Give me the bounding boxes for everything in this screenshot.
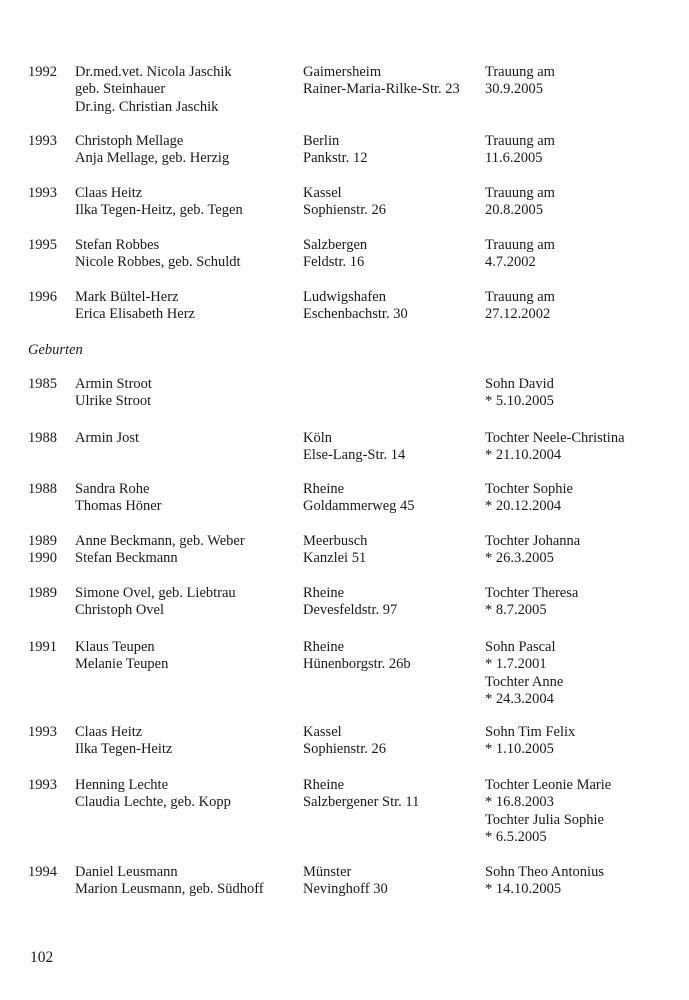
entry-note-column (485, 289, 685, 324)
entry-address: Feldstr. 16 (303, 254, 365, 271)
entry-note-column (485, 64, 685, 99)
entry-address-column (303, 533, 488, 568)
entry-name: Erica Elisabeth Herz (75, 306, 195, 323)
entry-name: Ilka Tegen-Heitz (75, 741, 173, 758)
entry-note: * 8.7.2005 (485, 602, 547, 619)
entry-address-column (303, 237, 488, 272)
entry-name-column (75, 639, 300, 674)
entry-note: 27.12.2002 (485, 306, 551, 323)
entry-name: Dr.med.vet. Nicola Jaschik (75, 64, 232, 80)
entry-note: * 14.10.2005 (485, 881, 562, 898)
entry-note: Tochter Sophie (485, 481, 573, 497)
entry-name: Thomas Höner (75, 498, 162, 515)
entry-address-column (303, 639, 488, 674)
entry-address: Sophienstr. 26 (303, 202, 386, 219)
entry-name: Melanie Teupen (75, 656, 169, 673)
entry-name: Claudia Lechte, geb. Kopp (75, 794, 231, 811)
entry-name: Armin Stroot (75, 376, 152, 392)
entry-address-column (303, 585, 488, 620)
entry-name: Claas Heitz (75, 185, 143, 201)
entry-name-column (75, 64, 300, 116)
entry-name: Ulrike Stroot (75, 393, 152, 410)
entry-year: 1988 (28, 430, 57, 446)
entry-address-column (303, 777, 488, 812)
entry-address: Köln (303, 430, 332, 446)
entry-note-column (485, 724, 685, 759)
entry-name-column (75, 864, 300, 899)
entry-address: Salzbergener Str. 11 (303, 794, 420, 811)
entry-address: Kassel (303, 185, 342, 201)
entry-address: Münster (303, 864, 352, 880)
entry-note-column (485, 430, 685, 465)
entry-name-column (75, 724, 300, 759)
entry-address: Rheine (303, 481, 345, 497)
entry-year: 1989 (28, 585, 57, 601)
entry-year: 1993 (28, 133, 57, 149)
entry-year: 1993 (28, 185, 57, 201)
entry-note: * 21.10.2004 (485, 447, 562, 464)
entry-address: Pankstr. 12 (303, 150, 368, 167)
entry-year: 1993 (28, 777, 57, 793)
entry-note: Trauung am (485, 64, 555, 80)
entry-note: Tochter Julia Sophie (485, 811, 604, 828)
entry-name: Klaus Teupen (75, 639, 155, 655)
entry-note-column (485, 585, 685, 620)
entry-year: 1985 (28, 376, 57, 392)
entry-note-column (485, 185, 685, 220)
entry-note-column (485, 864, 685, 899)
entry-year-column (28, 481, 73, 498)
entry-note: Sohn Pascal (485, 639, 556, 655)
entry-address: Else-Lang-Str. 14 (303, 447, 406, 464)
entry-name-column (75, 777, 300, 812)
entry-note: * 26.3.2005 (485, 550, 554, 567)
entry-name: Henning Lechte (75, 777, 169, 793)
entry-note: 30.9.2005 (485, 81, 543, 98)
entry-address: Salzbergen (303, 237, 368, 253)
entry-year-column (28, 864, 73, 881)
entry-address-column (303, 481, 488, 516)
entry-name-column (75, 133, 300, 168)
entry-address: Berlin (303, 133, 340, 149)
entry-note: 11.6.2005 (485, 150, 543, 167)
entry-note-column (485, 481, 685, 516)
entry-note-column (485, 533, 685, 568)
entry-note: Tochter Anne (485, 673, 564, 690)
entry-name: Stefan Beckmann (75, 550, 178, 567)
entry-note-column (485, 376, 685, 411)
entry-note-column (485, 639, 685, 708)
entry-address-column (303, 185, 488, 220)
entry-note: Sohn David (485, 376, 554, 392)
entry-year: 1996 (28, 289, 57, 305)
entry-name: Daniel Leusmann (75, 864, 178, 880)
entry-year-column (28, 777, 73, 794)
entry-note: Sohn Tim Felix (485, 724, 576, 740)
entry-address: Rheine (303, 585, 345, 601)
entry-year-column (28, 639, 73, 656)
entry-note: Tochter Neele-Christina (485, 430, 625, 446)
entry-note-column (485, 777, 685, 846)
entry-year-column (28, 237, 73, 254)
entry-year: 1993 (28, 724, 57, 740)
entry-name: Dr.ing. Christian Jaschik (75, 98, 219, 115)
entry-name-column (75, 289, 300, 324)
entry-address: Hünenborgstr. 26b (303, 656, 411, 673)
entry-note: * 1.7.2001 (485, 656, 547, 673)
entry-year-column (28, 133, 73, 150)
entry-name-column (75, 185, 300, 220)
entry-address: Gaimersheim (303, 64, 382, 80)
entry-note-column (485, 133, 685, 168)
entry-name-column (75, 376, 300, 411)
entry-note: Tochter Johanna (485, 533, 581, 549)
entry-note: Tochter Leonie Marie (485, 777, 612, 793)
entry-note: Trauung am (485, 289, 555, 305)
entry-year-column (28, 185, 73, 202)
entry-name-column (75, 585, 300, 620)
entry-address: Devesfeldstr. 97 (303, 602, 398, 619)
entry-name: Anja Mellage, geb. Herzig (75, 150, 230, 167)
entry-name: Claas Heitz (75, 724, 143, 740)
entry-name: Sandra Rohe (75, 481, 150, 497)
entry-name-column (75, 430, 300, 447)
entry-note: * 5.10.2005 (485, 393, 554, 410)
entry-note: 20.8.2005 (485, 202, 543, 219)
entry-address-column (303, 864, 488, 899)
entry-name-column (75, 237, 300, 272)
entry-name: Christoph Mellage (75, 133, 184, 149)
entry-name: Nicole Robbes, geb. Schuldt (75, 254, 241, 271)
entry-year-column (28, 533, 73, 568)
entry-year: 1992 (28, 64, 57, 80)
entry-note: * 1.10.2005 (485, 741, 554, 758)
entry-year: 1995 (28, 237, 57, 253)
entry-note: Trauung am (485, 185, 555, 201)
entry-address: Rainer-Maria-Rilke-Str. 23 (303, 81, 460, 98)
entry-name: Armin Jost (75, 430, 140, 446)
entry-note: 4.7.2002 (485, 254, 536, 271)
entry-year-column (28, 585, 73, 602)
entry-year-column (28, 64, 73, 81)
entry-address: Ludwigshafen (303, 289, 386, 305)
entry-name-column (75, 533, 300, 568)
entry-year-column (28, 724, 73, 741)
entry-year-column (28, 289, 73, 306)
entry-year: 1989 (28, 533, 57, 549)
entry-address-column (303, 724, 488, 759)
entry-note: * 20.12.2004 (485, 498, 562, 515)
entry-address: Kanzlei 51 (303, 550, 367, 567)
entry-note: Sohn Theo Antonius (485, 864, 604, 880)
entry-year: 1990 (28, 550, 57, 567)
entry-address: Eschenbachstr. 30 (303, 306, 408, 323)
entry-address: Meerbusch (303, 533, 368, 549)
entry-year: 1991 (28, 639, 57, 655)
entry-address-column (303, 133, 488, 168)
entry-note: Trauung am (485, 133, 555, 149)
entry-year-column (28, 430, 73, 447)
entry-name: Anne Beckmann, geb. Weber (75, 533, 245, 549)
entry-name: Marion Leusmann, geb. Südhoff (75, 881, 264, 898)
entry-address-column (303, 430, 488, 465)
entry-address: Goldammerweg 45 (303, 498, 415, 515)
entry-name: Simone Ovel, geb. Liebtrau (75, 585, 236, 601)
entry-year: 1994 (28, 864, 57, 880)
entry-note: Trauung am (485, 237, 555, 253)
entry-address: Nevinghoff 30 (303, 881, 388, 898)
entry-year-column (28, 376, 73, 393)
entry-address: Kassel (303, 724, 342, 740)
entry-name: geb. Steinhauer (75, 81, 166, 98)
entry-note: * 24.3.2004 (485, 690, 554, 707)
entry-name: Stefan Robbes (75, 237, 160, 253)
entry-name: Mark Bültel-Herz (75, 289, 179, 305)
page-number: 102 (30, 949, 54, 966)
entry-note-column (485, 237, 685, 272)
entry-note: Tochter Theresa (485, 585, 579, 601)
entry-address-column (303, 289, 488, 324)
entry-name: Christoph Ovel (75, 602, 165, 619)
entry-name-column (75, 481, 300, 516)
entry-note: * 16.8.2003 (485, 794, 554, 811)
entry-address: Rheine (303, 639, 345, 655)
entry-name: Ilka Tegen-Heitz, geb. Tegen (75, 202, 243, 219)
entry-address-column (303, 64, 488, 99)
entry-year: 1988 (28, 481, 57, 497)
entry-address: Sophienstr. 26 (303, 741, 386, 758)
entry-address: Rheine (303, 777, 345, 793)
entry-note: * 6.5.2005 (485, 828, 547, 845)
section-heading-births: Geburten (28, 342, 83, 358)
